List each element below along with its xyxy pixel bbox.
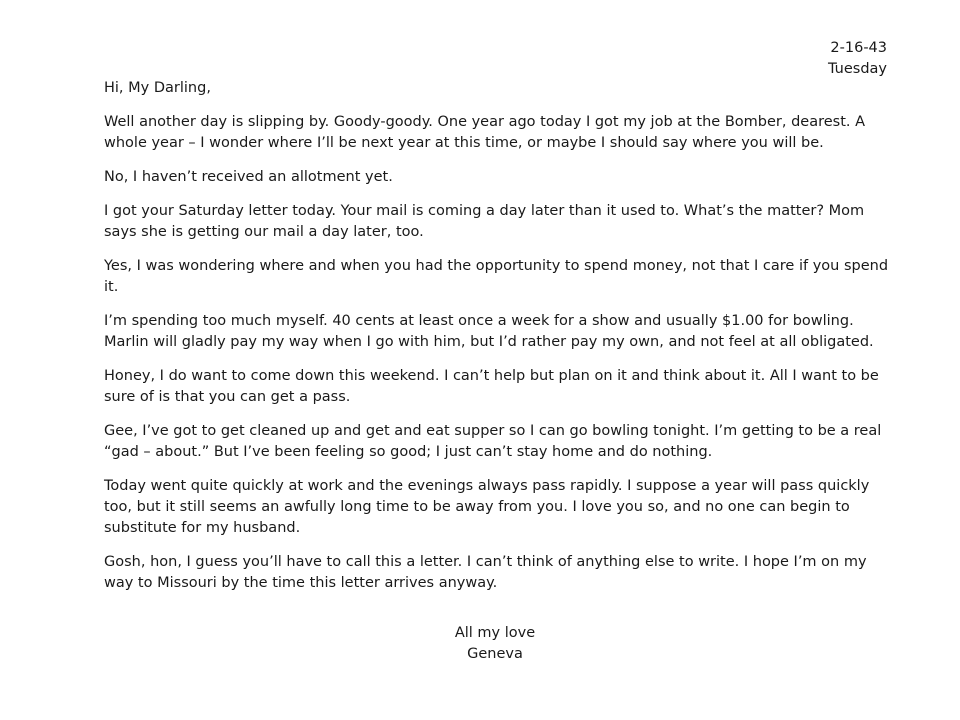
paragraph-4: Yes, I was wondering where and when you had the opportunity to spend money, not that I care if you spend it. bbox=[104, 258, 889, 295]
closing-block bbox=[400, 623, 590, 665]
paragraph-6: Honey, I do want to come down this weekend. I can’t help but plan on it and think about it. All I want to be sure of is that you can get a pass. bbox=[104, 368, 879, 405]
salutation: Hi, My Darling, bbox=[104, 80, 211, 96]
paragraph-8: Today went quite quickly at work and the evenings always pass rapidly. I suppose a year will pass quickly too, but it still seems an awfully long time to be away from you. I love you so, and no one can begin to substitute for my husband. bbox=[104, 478, 870, 536]
closing-phrase: All my love bbox=[454, 625, 536, 641]
date-block bbox=[828, 38, 887, 80]
paragraph-2: No, I haven’t received an allotment yet. bbox=[104, 169, 393, 185]
paragraph-3: I got your Saturday letter today. Your mail is coming a day later than it used to. What’s the matter? Mom says she is getting our mail a day later, too. bbox=[104, 203, 865, 240]
paragraph-5: I’m spending too much myself. 40 cents at least once a week for a show and usually $1.00 for bowling. Marlin will gladly pay my way when I go with him, but I’d rather pay my own, and not feel at all obligated. bbox=[104, 313, 874, 350]
letter-weekday: Tuesday bbox=[828, 61, 887, 77]
paragraph-1: Well another day is slipping by. Goody-goody. One year ago today I got my job at the Bomber, dearest. A whole year – I wonder where I’ll be next year at this time, or maybe I should say where you will be. bbox=[104, 114, 866, 151]
paragraph-7: Gee, I’ve got to get cleaned up and get and eat supper so I can go bowling tonight. I’m getting to be a real “gad – about.” But I’ve been feeling so good; I just can’t stay home and do nothing. bbox=[104, 423, 882, 460]
letter-date: 2-16-43 bbox=[830, 40, 887, 56]
letter-body bbox=[104, 78, 894, 607]
paragraph-9: Gosh, hon, I guess you’ll have to call this a letter. I can’t think of anything else to write. I hope I’m on my way to Missouri by the time this letter arrives anyway. bbox=[104, 554, 867, 591]
signature: Geneva bbox=[467, 646, 523, 662]
